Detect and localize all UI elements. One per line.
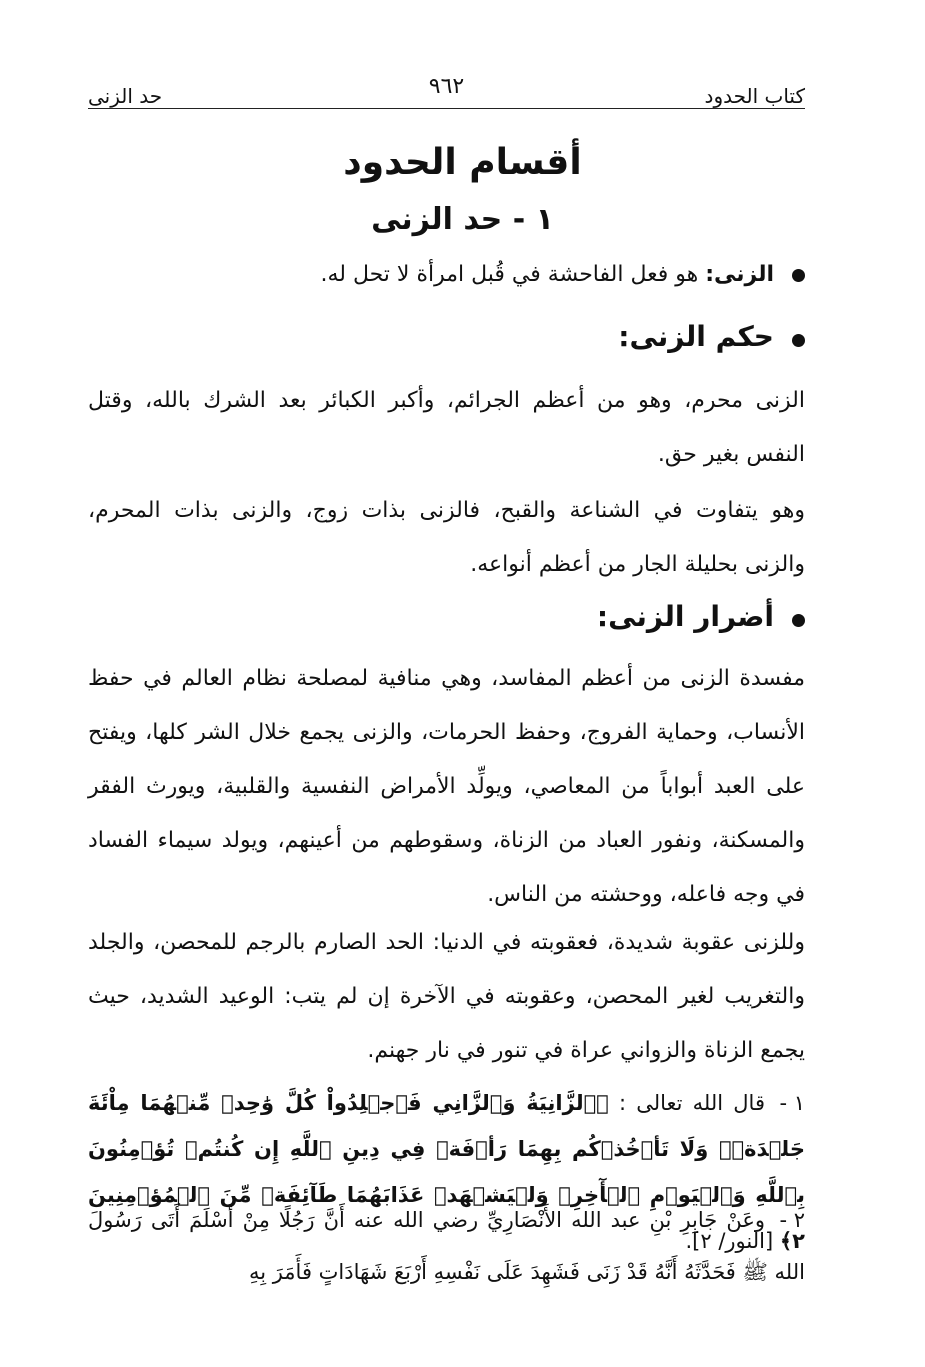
ruling-heading-line	[88, 320, 805, 353]
harms-paragraph-2: وللزنى عقوبة شديدة، فعقوبته في الدنيا: الحد الصارم بالرجم للمحصن، والجلد والتغريب لغير المحصن، وعقوبته في الآخرة إن لم يتب: الوعيد الشديد، حيث يجمع الزناة والزواني عراة في تنور في نار جهنم.	[88, 930, 805, 1063]
definition-term: الزنى:	[705, 262, 774, 287]
list-item	[88, 1194, 805, 1298]
ruling-paragraph-2: وهو يتفاوت في الشناعة والقبح، فالزنى بذات زوج، والزنى بذات المحرم، والزنى بحليلة الجار من أعظم أنواعه.	[88, 498, 805, 577]
definition-line	[88, 262, 805, 287]
book-title: كتاب الحدود	[704, 84, 805, 108]
verse-reference: [النور/ ٢].	[685, 1229, 774, 1253]
page-title: أقسام الحدود	[343, 142, 582, 183]
item-number: ١ -	[779, 1091, 805, 1115]
item-intro: قال الله تعالى :	[608, 1091, 765, 1115]
definition-text: هو فعل الفاحشة في قُبل امرأة لا تحل له.	[320, 262, 706, 287]
harms-heading: أضرار الزنى:	[596, 600, 774, 633]
chapter-title: حد الزنى	[88, 84, 163, 108]
bullet-icon	[792, 269, 805, 282]
harms-heading-line	[88, 600, 805, 633]
item-number: ٢ -	[779, 1208, 805, 1232]
harms-paragraph-1: مفسدة الزنى من أعظم المفاسد، وهي منافية لمصلحة نظام العالم في حفظ الأنساب، وحماية الفروج، وحفظ الحرمات، والزنى يجمع خلال الشر كلها، ويفتح على العبد أبواباً من المعاصي، ويولِّد الأمراض النفسية والقلبية، ويورث الفقر والمسكنة، ونفور العباد من الزناة، وسقوطهم من أعينهم، ويولد سيماء الفساد في وجه فاعله، ووحشته من الناس.	[88, 666, 805, 907]
page-header	[88, 74, 805, 109]
bullet-icon	[792, 334, 805, 347]
hadith-text: وعَنْ جَابِرِ بْنِ عبد الله الأَنْصَارِيِّ رضي الله عنه أَنَّ رَجُلًا مِنْ أَسْلَمَ أَتَى رَسُولَ الله ﷺ فَحَدَّثَهُ أَنَّهُ قَدْ زَنَى فَشَهِدَ عَلَى نَفْسِهِ أَرْبَعَ شَهَادَاتٍ فَأَمَرَ بِهِ	[88, 1208, 805, 1284]
bullet-icon	[792, 614, 805, 627]
ruling-heading: حكم الزنى:	[618, 320, 774, 353]
section-subtitle: ١ - حد الزنى	[371, 202, 554, 237]
page-number: ٩٦٢	[428, 74, 465, 99]
ruling-paragraph-1: الزنى محرم، وهو من أعظم الجرائم، وأكبر الكبائر بعد الشرك بالله، وقتل النفس بغير حق.	[88, 388, 805, 467]
quran-verse: ﴿ٱلزَّانِيَةُ وَٱلزَّانِي فَٱجۡلِدُواْ كُلَّ وَٰحِدٖ مِّنۡهُمَا مِاْئَةَ جَلۡدَةٖۖ وَلَا تَأۡخُذۡكُم بِهِمَا رَأۡفَةٞ فِي دِينِ ٱللَّهِ إِن كُنتُمۡ تُؤۡمِنُونَ بِٱللَّهِ وَٱلۡيَوۡمِ ٱلۡأٓخِرِۖ وَلۡيَشۡهَدۡ عَذَابَهُمَا طَآئِفَةٞ مِّنَ ٱلۡمُؤۡمِنِينَ ٢﴾	[88, 1091, 805, 1253]
